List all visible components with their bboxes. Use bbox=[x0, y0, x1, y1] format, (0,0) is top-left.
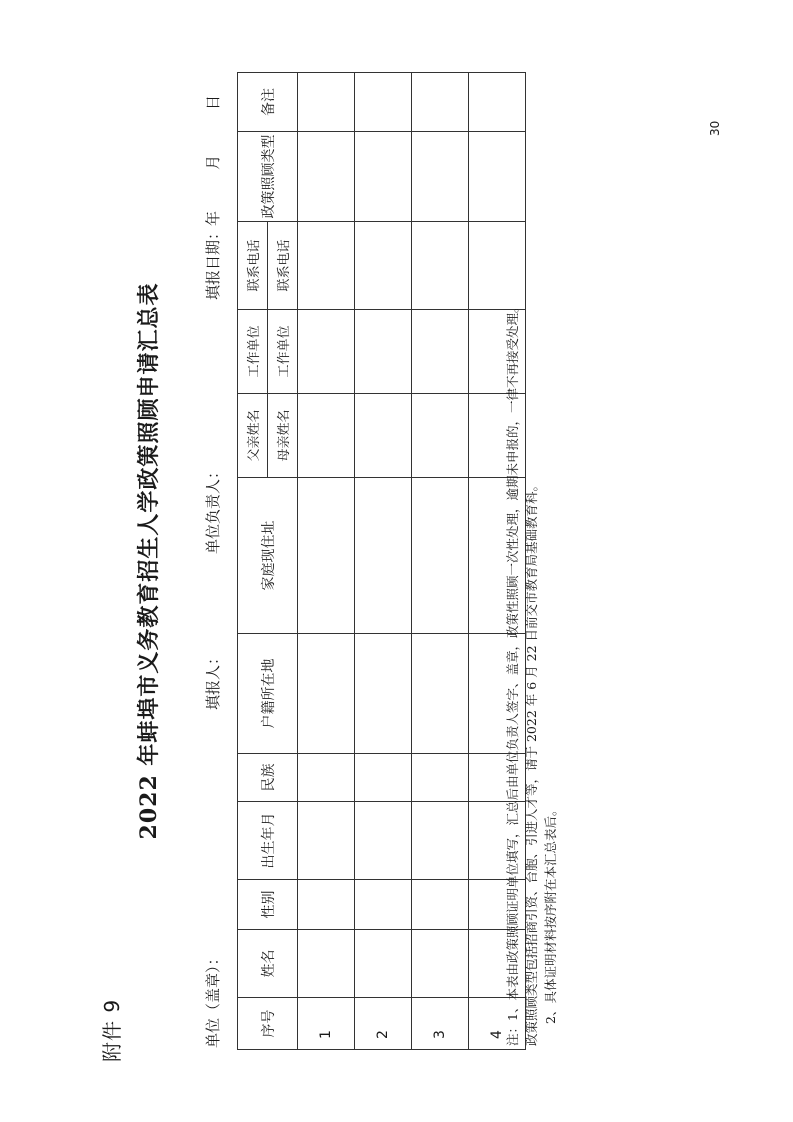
cell-remarks bbox=[355, 73, 412, 132]
cell-remarks bbox=[298, 73, 355, 132]
header-address: 家庭现住址 bbox=[238, 478, 298, 634]
cell-ethnicity bbox=[412, 754, 469, 802]
note-line-2: 政策照顾类型包括招商引资、台胞、引进人才等，请于 2022 年 6 月 22 日前交市教育局基础教育科。 bbox=[524, 478, 539, 1046]
table-row bbox=[355, 73, 412, 1050]
header-phone-1: 联系电话 bbox=[238, 222, 268, 310]
header-ethnicity: 民族 bbox=[238, 754, 298, 802]
header-seq: 序号 bbox=[238, 998, 298, 1050]
cell-address bbox=[355, 478, 412, 634]
cell-hukou bbox=[355, 634, 412, 754]
table-header-row bbox=[238, 73, 268, 1050]
cell-name bbox=[412, 930, 469, 998]
cell-parent-name bbox=[355, 394, 412, 478]
cell-birth bbox=[355, 802, 412, 880]
cell-name bbox=[298, 930, 355, 998]
header-remarks: 备注 bbox=[238, 73, 298, 132]
cell-birth bbox=[298, 802, 355, 880]
cell-work-unit bbox=[412, 310, 469, 394]
header-work-unit-1: 工作单位 bbox=[238, 310, 268, 394]
unit-seal-label: 单位（盖章）： bbox=[204, 950, 222, 1048]
cell-phone bbox=[355, 222, 412, 310]
header-name: 姓名 bbox=[238, 930, 298, 998]
row-index: 3 bbox=[412, 998, 469, 1050]
cell-address bbox=[298, 478, 355, 634]
row-index: 2 bbox=[355, 998, 412, 1050]
header-hukou: 户籍所在地 bbox=[238, 634, 298, 754]
cell-gender bbox=[355, 880, 412, 930]
note-line-3: 2、具体证明材料按序附在本汇总表后。 bbox=[543, 803, 558, 1024]
unit-responsible-label: 单位负责人： bbox=[204, 463, 222, 554]
cell-parent-name bbox=[412, 394, 469, 478]
header-phone-2: 联系电话 bbox=[268, 222, 298, 310]
cell-ethnicity bbox=[355, 754, 412, 802]
cell-gender bbox=[412, 880, 469, 930]
cell-policy-type bbox=[355, 132, 412, 222]
attachment-label: 附件 9 bbox=[100, 998, 124, 1062]
cell-phone bbox=[412, 222, 469, 310]
header-mother-name: 母亲姓名 bbox=[268, 394, 298, 478]
header-birth: 出生年月 bbox=[238, 802, 298, 880]
page-number: 30 bbox=[708, 120, 722, 136]
cell-remarks bbox=[412, 73, 469, 132]
cell-hukou bbox=[298, 634, 355, 754]
cell-phone bbox=[298, 222, 355, 310]
row-index: 4 bbox=[469, 998, 526, 1050]
header-gender: 性别 bbox=[238, 880, 298, 930]
year-label: 年 bbox=[204, 210, 222, 226]
cell-parent-name bbox=[298, 394, 355, 478]
header-father-name: 父亲姓名 bbox=[238, 394, 268, 478]
cell-hukou bbox=[412, 634, 469, 754]
cell-address bbox=[412, 478, 469, 634]
month-label: 月 bbox=[204, 154, 222, 170]
cell-work-unit bbox=[298, 310, 355, 394]
table-row bbox=[298, 73, 355, 1050]
note-line-1: 注：1、本表由政策照顾证明单位填写，汇总后由单位负责人签字、盖章，政策性照顾一次性处理，逾期未申报的，一律不再接受处理。 bbox=[505, 300, 520, 1046]
summary-table-wrapper bbox=[237, 72, 526, 1050]
cell-ethnicity bbox=[298, 754, 355, 802]
cell-policy-type bbox=[298, 132, 355, 222]
table-row bbox=[412, 73, 469, 1050]
header-policy-type: 政策照顾类型 bbox=[238, 132, 298, 222]
row-index: 1 bbox=[298, 998, 355, 1050]
header-work-unit-2: 工作单位 bbox=[268, 310, 298, 394]
fill-date-label: 填报日期： bbox=[204, 224, 222, 300]
cell-gender bbox=[298, 880, 355, 930]
cell-policy-type bbox=[412, 132, 469, 222]
document-title: 2022 年蚌埠市义务教育招生人学政策照顾申请汇总表 bbox=[136, 282, 162, 840]
cell-name bbox=[355, 930, 412, 998]
cell-birth bbox=[412, 802, 469, 880]
cell-work-unit bbox=[355, 310, 412, 394]
notes-block bbox=[503, 66, 560, 1046]
day-label: 日 bbox=[204, 94, 222, 110]
summary-table bbox=[237, 72, 526, 1050]
filler-label: 填报人： bbox=[204, 649, 222, 710]
